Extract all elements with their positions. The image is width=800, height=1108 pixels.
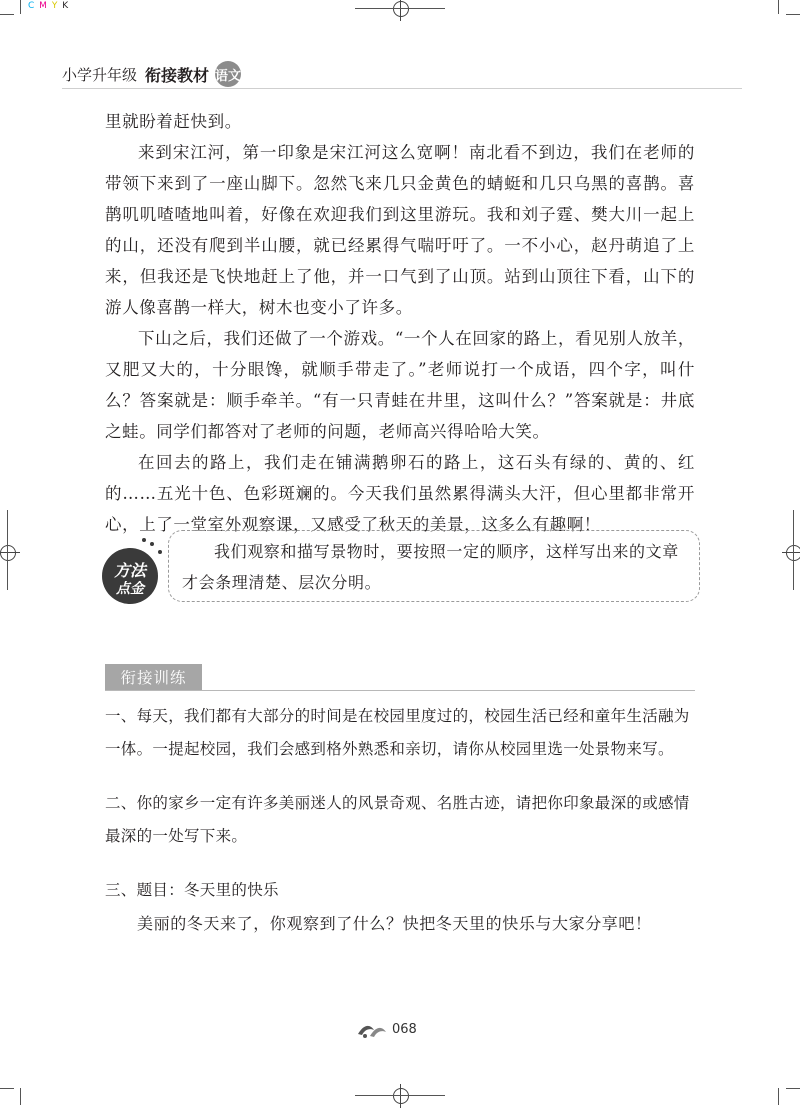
paragraph-continuation: 里就盼着赶快到。 [105,112,242,131]
burst-dot [158,550,162,554]
method-tip-label-1: 方法 [113,561,146,580]
training-question-1: 一、每天，我们都有大部分的时间是在校园里度过的，校园生活已经和童年生活融为一体。一提起校园，我们会感到格外熟悉和亲切，请你从校园里选一处景物来写。 [105,707,690,758]
registration-line-bottom [355,1095,445,1096]
crop-mark-bottom-left [20,1088,21,1105]
registration-mark-top [393,1,409,17]
registration-mark-left [0,545,16,561]
crop-mark-top-right-h [786,14,800,15]
training-question-2: 二、你的家乡一定有许多美丽迷人的风景奇观、名胜古迹，请把你印象最深的或感情最深的一处写下来。 [105,794,690,845]
paragraph-return-trip: 在回去的路上，我们走在铺满鹅卵石的路上，这石头有绿的、黄的、红的……五光十色、色彩斑斓的。今天我们虽然累得满头大汗，但心里都非常开心，上了一堂室外观察课，又感受了秋天的美景，这多么有趣啊！ [105,453,695,534]
crop-mark-top-left [20,0,21,14]
header-divider [62,88,742,89]
burst-dot [150,542,154,546]
cmyk-color-bar [28,1,69,11]
page-number: 068 [392,1022,417,1037]
cmyk-m: M [39,1,48,11]
page-ornament-icon [356,1022,388,1040]
paragraph-idiom-game: 下山之后，我们还做了一个游戏。“一个人在回家的路上，看见别人放羊，又肥又大的，十分眼馋，就顺手带走了。”老师说打一个成语，四个字，叫什么？答案就是：顺手牵羊。“有一只青蛙在井里，这叫什么？”答案就是：井底之蛙。同学们都答对了老师的问题，老师高兴得哈哈大笑。 [105,329,695,441]
header-series-title: 衔接教材 [145,65,210,85]
method-tip-icon [102,548,158,604]
cmyk-c: C [28,1,36,11]
crop-mark-top-right [778,0,779,14]
cmyk-y: Y [51,1,59,11]
burst-dot [142,538,146,542]
header-grade: 小学升年级 [62,65,138,84]
registration-line-top [355,8,445,9]
cmyk-k: K [62,1,70,11]
paragraph-songjiang-river: 来到宋江河，第一印象是宋江河这么宽啊！南北看不到边，我们在老师的带领下来到了一座山脚下。忽然飞来几只金黄色的蜻蜓和几只乌黑的喜鹊。喜鹊叽叽喳喳地叫着，好像在欢迎我们到这里游玩。我和刘子霆、樊大川一起上的山，还没有爬到半山腰，就已经累得气喘吁吁了。一不小心，赵丹萌追了上来，但我还是飞快地赶上了他，并一口气到了山顶。站到山顶往下看，山下的游人像喜鹊一样大，树木也变小了许多。 [105,143,695,317]
method-tip-text: 我们观察和描写景物时，要按照一定的顺序，这样写出来的文章才会条理清楚、层次分明。 [182,542,679,592]
training-question-3-title: 三、题目：冬天里的快乐 [105,881,279,899]
crop-mark-bottom-right-h [786,1088,800,1089]
training-question-3-body: 美丽的冬天来了，你观察到了什么？快把冬天里的快乐与大家分享吧！ [137,914,652,933]
subject-badge: 语文 [215,61,241,87]
training-section-label: 衔接训练 [105,664,202,690]
crop-mark-top-left-h [0,14,14,15]
method-tip-label-2: 点金 [116,581,144,597]
training-section-divider [105,690,695,691]
registration-mark-bottom [393,1088,409,1104]
crop-mark-bottom-left-h [0,1088,14,1089]
registration-line-right [793,510,794,590]
running-header [62,60,241,88]
registration-line-left [7,510,8,590]
crop-mark-bottom-right [778,1088,779,1105]
